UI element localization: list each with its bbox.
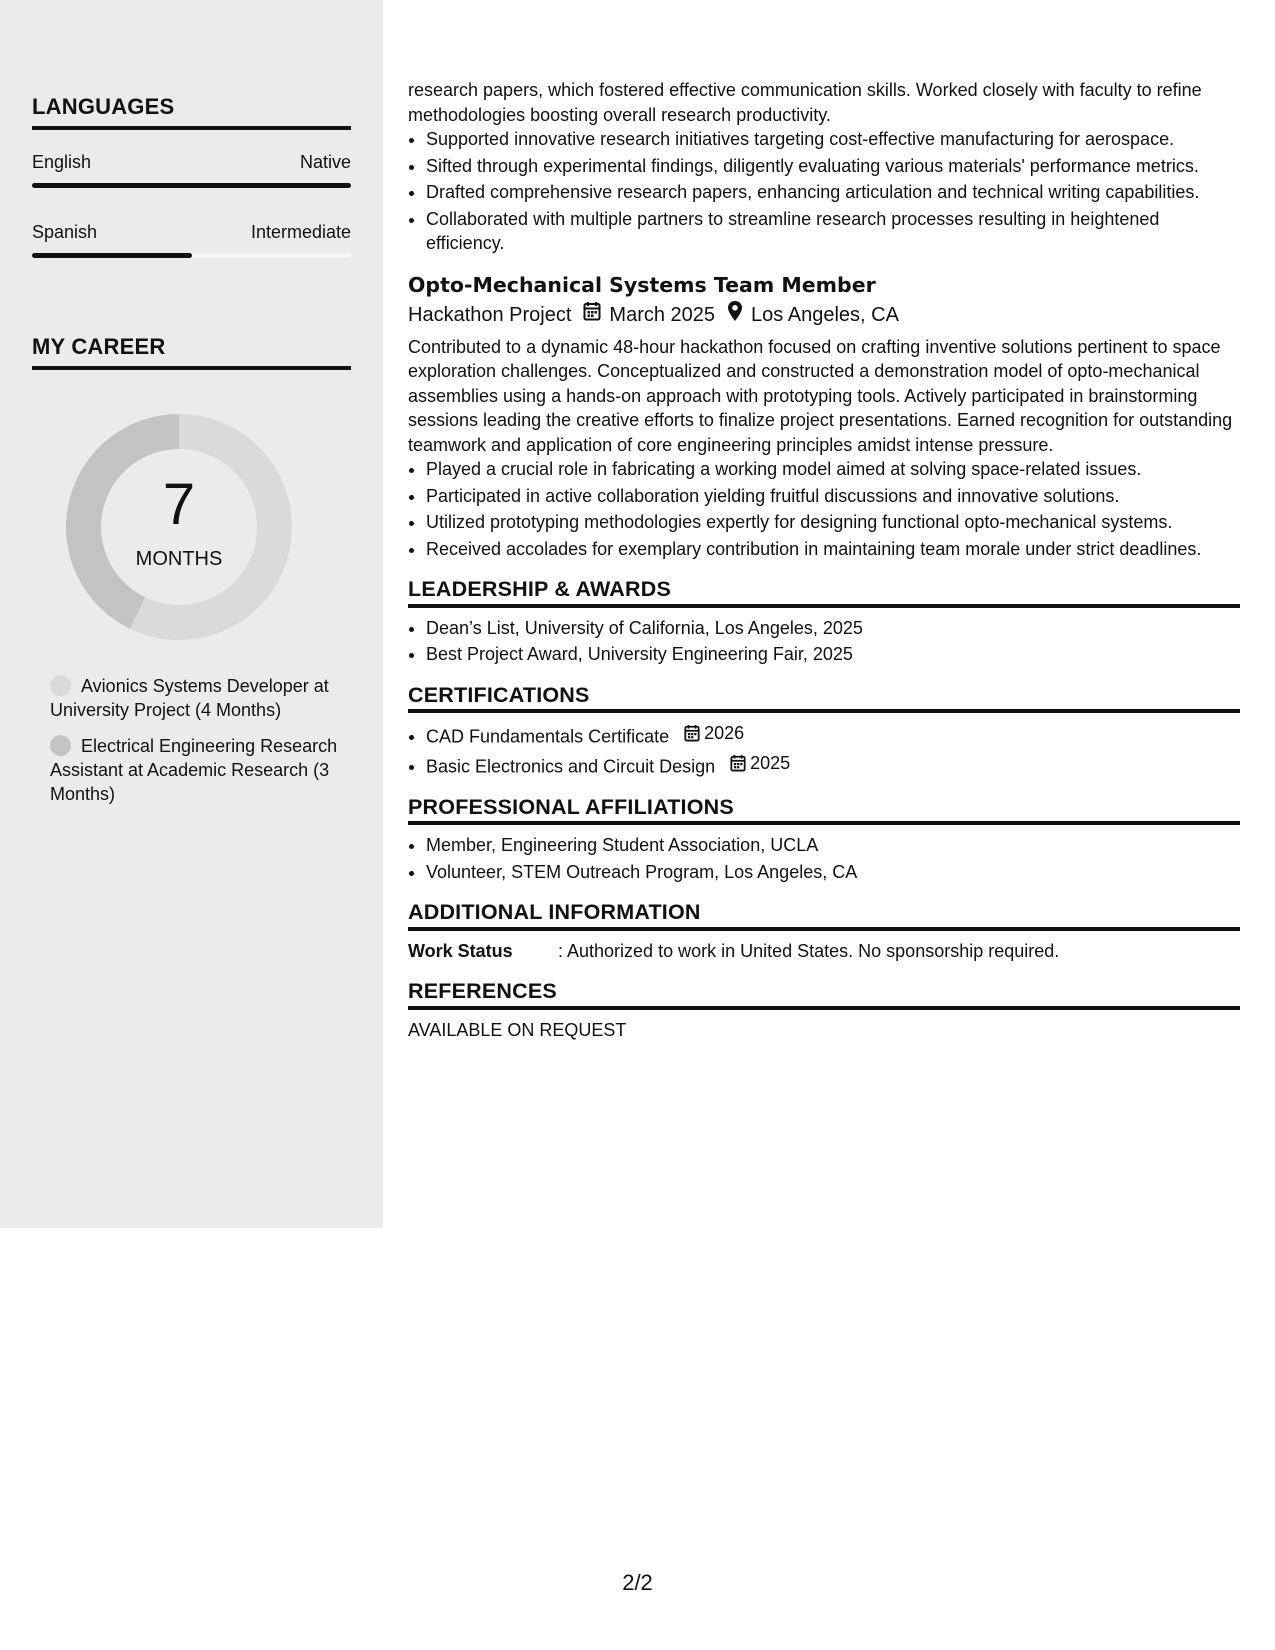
list-item: • Sifted through experimental findings, diligently evaluating various materials' performance metrics. [426, 154, 1240, 179]
calendar-icon [684, 724, 700, 742]
list-item [426, 721, 1240, 749]
legend-dot [50, 675, 71, 696]
cert-name: CAD Fundamentals Certificate [426, 726, 670, 747]
legend-item [50, 734, 350, 806]
job-meta [408, 300, 1240, 331]
list-item: • Collaborated with multiple partners to streamline research processes resulting in heightened efficiency. [426, 207, 1240, 256]
legend-dot [50, 735, 71, 756]
donut-center [66, 414, 292, 640]
job-date: March 2025 [609, 304, 716, 326]
calendar-icon [730, 754, 746, 772]
references-heading: REFERENCES [408, 979, 1240, 1010]
legend-item [50, 674, 350, 722]
job-description: Contributed to a dynamic 48-hour hackathon focused on crafting inventive solutions pertinent to space exploration challenges. Conceptualized and constructed a demonstration model of opto-mechanical assemblies using a hands-on approach with prototyping tools. Actively participated in brainstorming sessions leading the creative efforts to finalize project presentations. Earned recognition for outstanding teamwork and application of core engineering principles amidst intense pressure. [408, 336, 1233, 455]
list-item [426, 751, 1240, 779]
legend-label: Electrical Engineering Research Assistant at Academic Research (3 Months) [50, 736, 338, 804]
certifications-heading: CERTIFICATIONS [408, 683, 1240, 714]
cert-name: Basic Electronics and Circuit Design [426, 756, 716, 776]
career-total-number: 7 [162, 472, 196, 537]
languages-heading: LANGUAGES [32, 94, 351, 130]
list-item: • Drafted comprehensive research papers, enhancing articulation and technical writing capabilities. [426, 180, 1240, 205]
list-item: • Participated in active collaboration yielding fruitful discussions and innovative solutions. [426, 484, 1240, 509]
language-bar [32, 253, 351, 258]
cert-year: 2025 [750, 752, 791, 773]
career-total-unit: MONTHS [135, 548, 223, 570]
career-legend [50, 674, 350, 818]
cert-year-wrap [684, 721, 744, 746]
career-section [32, 334, 351, 370]
work-status-value: : Authorized to work in United States. No sponsorship required. [558, 940, 1060, 961]
job-title: Opto-Mechanical Systems Team Member [408, 272, 876, 297]
main-content [408, 78, 1240, 1042]
leadership-list [426, 616, 1240, 667]
intro-text: research papers, which fostered effective communication skills. Worked closely with faculty to refine methodologies boosting overall research productivity. [408, 80, 1202, 125]
career-donut-chart [66, 414, 292, 640]
language-bar-fill [32, 183, 351, 188]
work-status-label: Work Status [408, 940, 513, 961]
language-row-spanish [32, 222, 351, 243]
list-item: • Supported innovative research initiatives targeting cost-effective manufacturing for aerospace. [426, 127, 1240, 152]
language-row-english [32, 152, 351, 173]
additional-info-heading: ADDITIONAL INFORMATION [408, 900, 1240, 931]
job-bullets [426, 457, 1240, 561]
language-bar [32, 183, 351, 188]
sidebar [0, 0, 383, 1228]
calendar-icon [583, 300, 601, 330]
affiliations-heading: PROFESSIONAL AFFILIATIONS [408, 795, 1240, 826]
language-level: Intermediate [250, 222, 351, 242]
intro-bullets [426, 127, 1240, 256]
cert-year: 2026 [704, 723, 745, 743]
list-item: • Utilized prototyping methodologies expertly for designing functional opto-mechanical systems. [426, 510, 1240, 535]
cert-year-wrap [730, 751, 790, 776]
legend-label: Avionics Systems Developer at University Project (4 Months) [50, 676, 329, 720]
job-location: Los Angeles, CA [751, 304, 899, 326]
list-item: • Dean’s List, University of California, Los Angeles, 2025 [426, 616, 1240, 641]
certifications-list [426, 721, 1240, 779]
language-name: English [32, 152, 92, 172]
references-text: AVAILABLE ON REQUEST [408, 1019, 627, 1040]
language-name: Spanish [32, 222, 98, 242]
job-company: Hackathon Project [408, 304, 572, 326]
list-item: • Played a crucial role in fabricating a working model aimed at solving space-related issues. [426, 457, 1240, 482]
list-item: • Volunteer, STEM Outreach Program, Los Angeles, CA [426, 860, 1240, 885]
languages-section [32, 94, 351, 258]
leadership-heading: LEADERSHIP & AWARDS [408, 577, 1240, 608]
page-number: 2/2 [622, 1570, 653, 1595]
language-level: Native [299, 152, 351, 172]
language-bar-fill [32, 253, 192, 258]
list-item: • Received accolades for exemplary contribution in maintaining team morale under strict deadlines. [426, 537, 1240, 562]
career-heading: MY CAREER [32, 334, 351, 370]
work-status-row [408, 939, 1240, 964]
list-item: • Member, Engineering Student Association, UCLA [426, 833, 1240, 858]
list-item: • Best Project Award, University Engineering Fair, 2025 [426, 642, 1240, 667]
affiliations-list [426, 833, 1240, 884]
map-pin-icon [727, 300, 743, 331]
